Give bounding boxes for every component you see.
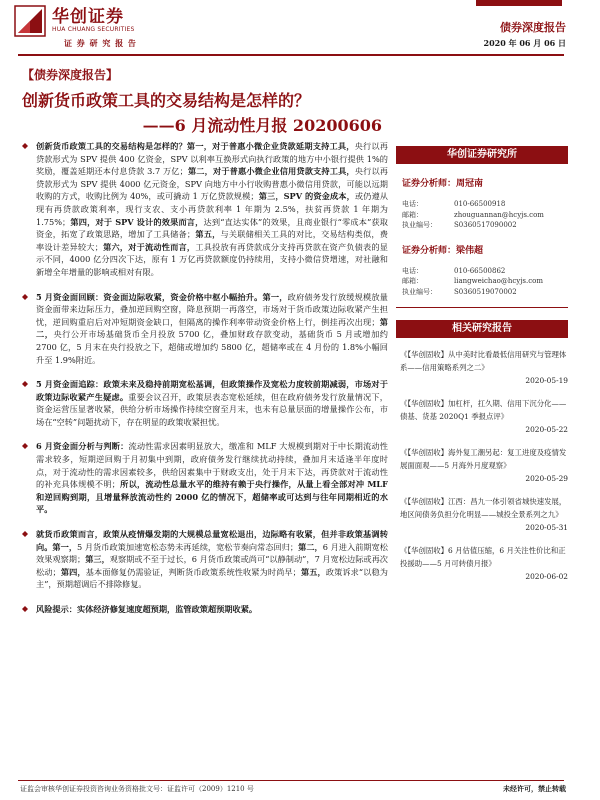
header-divider — [18, 54, 564, 56]
related-report-date: 2020-06-02 — [525, 572, 568, 581]
related-report-item[interactable] — [396, 348, 568, 387]
emphasized-text: 5 月资金面追踪：政策未来及稳持前期宽松基调，但政策操作及宽松力度较前期减弱，市场对于政策边际收紧产生疑虑。 — [36, 379, 388, 402]
emphasized-text: 就货币政策而言，政策从疫情爆发期的大规模总量宽松退出，边际略有收紧，但并非政策基调转向。第一， — [36, 529, 388, 552]
emphasized-text: 第六，对于流动性而言， — [102, 241, 196, 252]
paragraph-monetary-policy — [36, 528, 388, 591]
securities-research-label: 证 券 研 究 报 告 — [64, 38, 137, 48]
company-logo — [14, 4, 164, 38]
analyst-name: 证券分析师：梁伟超 — [402, 245, 484, 256]
summary-item — [22, 378, 388, 428]
related-report-title[interactable]: 《【华创固收】从中美时比看最低信用研究与管理体系——信用策略系列之二》 — [400, 350, 567, 372]
emphasized-text: 创新货币政策工具的交易结构是怎样的？第一，对于普惠小微企业贷款延期支持工具， — [36, 141, 355, 151]
related-report-title[interactable]: 《【华创固收】6 月估值压缩，6 月关注性价比和正投援助——5 月可转债月报》 — [400, 546, 566, 568]
related-report-item[interactable] — [396, 495, 568, 534]
emphasized-text: 所以，流动性总量水平的维持有赖于央行操作，从量上看全部对冲 MLF 和逆回购到期，且增量释放流动性约 2000 亿的情况下，超储率或可达到与往年同期相近的水平。 — [36, 479, 388, 515]
related-report-item[interactable] — [396, 397, 568, 436]
related-report-title[interactable]: 《【华创固收】加杠杆，扛久期、信用下沉分化——债基、货基 2020Q1 季报点评》 — [400, 399, 567, 421]
summary-item — [22, 603, 388, 616]
related-report-date: 2020-05-22 — [525, 425, 568, 434]
related-reports-header: 相关研究报告 — [396, 320, 568, 338]
paragraph-may-tracking — [36, 378, 388, 428]
body-text: 央行以再贷款形式为 SPV 提供 400 亿资金，SPV 以利率互换形式向执行政策的地方中小银行提供 1%的奖励，覆盖延期还本付息贷款 3.7 万亿； — [36, 141, 388, 177]
body-text: 基本面修复仍需验证，判断货币政策系统性收紧为时尚早； — [85, 566, 301, 577]
company-name-en: HUA CHUANG SECURITIES — [52, 26, 135, 33]
paragraph-may-review — [36, 291, 388, 367]
emphasized-text: 第五， — [300, 566, 326, 577]
body-text: 或仍遵从现有再贷款政策利率，现行支农、支小再贷款利率 1 年期为 2.5%，扶贫再贷款 1 年期为 1.75%； — [36, 191, 388, 227]
report-title: 创新货币政策工具的交易结构是怎样的？ — [22, 91, 311, 110]
body-text: 达到“直达实体”的效果，且商业银行“零成本”获取资金，拓宽了政策思路，增加了工具储备； — [36, 216, 388, 240]
emphasized-text: 6 月资金面分析与判断： — [36, 441, 129, 452]
body-text: 流动性需求因素明显放大，缴准和 MLF 大规模到期对于中长期流动性需求较多，短期逆回购于月初集中到期，政府债务发行继续扰动持续，叠加月末适逢半年度时点，对于流动性的需求因素较多，供给因素集中于财政支出，处于月末下达，再贷款对于流动性的补充具体规模不明； — [36, 441, 388, 490]
analyst-card — [396, 176, 568, 231]
report-subtitle: ——6 月流动性月报 20200606 — [142, 116, 382, 135]
emphasized-text: 风险提示：实体经济修复速度超预期，监管政策超预期收紧。 — [36, 604, 258, 614]
related-report-date: 2020-05-29 — [525, 474, 568, 483]
related-report-item[interactable] — [396, 544, 568, 583]
analyst-cert: 执业编号： S0360517090002 — [402, 221, 517, 229]
diamond-bullet-icon — [22, 443, 28, 449]
footer-divider — [18, 780, 564, 781]
related-report-date: 2020-05-31 — [525, 523, 568, 532]
report-type-label: 债券深度报告 — [500, 21, 566, 34]
sidebar-divider — [396, 307, 568, 308]
analyst-phone: 电话： 010-66500918 — [402, 200, 506, 208]
diamond-bullet-icon — [22, 606, 28, 612]
diamond-bullet-icon — [22, 531, 28, 537]
related-report-date: 2020-05-19 — [525, 376, 568, 385]
paragraph-june-analysis — [36, 440, 388, 516]
body-text: 观察期或不至于过长，6 月货币政策或尚可“以静制动”，7 月宽松边际或再次松动； — [36, 554, 388, 577]
footer-disclaimer: 证监会审核华创证券投资咨询业务资格批文号：证监许可（2009）1210 号 — [20, 785, 254, 793]
summary-item — [22, 528, 388, 591]
footer-note: 未经许可，禁止转载 — [503, 784, 566, 793]
summary-item — [22, 291, 388, 367]
header-accent-bar — [476, 0, 562, 6]
emphasized-text: 第五， — [195, 229, 221, 240]
emphasized-text: 第四， — [60, 566, 86, 577]
body-text: 央行以再贷款形式为 SPV 提供 4000 亿元资金，SPV 向地方中小行收购普惠小微信用贷款，可能以远期收购的方式，收购比例为 40%，或可撬动 1 万亿贷款规模； — [36, 166, 388, 202]
emphasized-text: 第二， — [298, 541, 323, 552]
analyst-email: 邮箱： liangweichao@hcyjs.com — [402, 277, 543, 285]
body-text: 央行公开市场基础货币全月投放 5700 亿，叠加财政存款变动，基础货币 5 月或增加约 2700 亿，5 月末在央行投放之下，超储或增加约 5800 亿，超储率或在 4 月份的 1.8%小幅回升至 1.9%附近。 — [36, 329, 388, 365]
related-report-title[interactable]: 《【华创固收】海外复工潮另起：复工进度及疫情发展面面观——5 月海外月度观察》 — [400, 448, 567, 470]
analyst-email: 邮箱： zhouguannan@hcyjs.com — [402, 210, 544, 219]
emphasized-text: 第二，对于普惠小微企业信用贷款支持工具， — [187, 166, 355, 177]
paragraph-risk-warning — [36, 603, 388, 616]
body-text: 6 月进入前期宽松效果观察期； — [36, 541, 388, 565]
body-text: 与关联储相关工具的对比，交易结构类似，费率设计差异较大； — [36, 229, 388, 252]
analyst-phone: 电话： 010-66500862 — [402, 266, 506, 275]
diamond-bullet-icon — [22, 143, 28, 149]
email-link[interactable]: zhouguannan@hcyjs.com — [454, 210, 544, 219]
report-tag: 【债券深度报告】 — [22, 68, 119, 82]
diamond-bullet-icon — [22, 294, 28, 300]
summary-item — [22, 440, 388, 516]
body-text: 政策诉求“以稳为主”，预期超调后不排除修复。 — [36, 566, 388, 590]
report-date: 2020 年 06 月 06 日 — [483, 38, 566, 48]
analyst-name: 证券分析师：周冠南 — [402, 179, 484, 189]
related-report-item[interactable] — [396, 446, 568, 485]
emphasized-text: 第三，SPV 的资金成本， — [258, 191, 355, 202]
logo-mark-icon — [14, 5, 46, 37]
body-text: 工具投放有再贷款成分支持再贷款在资产负债表的显示不同，4000 亿分四次下达，原有 1 万亿再贷款额度仍持续用，支持小微信贷增速，对社融和新增全年增量的影响或相对有限。 — [36, 241, 388, 277]
analyst-card — [396, 243, 568, 298]
company-name-cn: 华创证券 — [52, 7, 124, 27]
email-link[interactable]: liangweichao@hcyjs.com — [454, 277, 543, 285]
analyst-cert: 执业编号： S0360519070002 — [402, 287, 517, 296]
emphasized-text: 第三， — [85, 554, 110, 565]
body-text: 政府债务发行放缓规模放量资金面带来边际压力，叠加逆回购空窗，降息预期一再落空，市场对于货币政策边际收紧产生担忧，逆回购重启后对冲短期资金缺口，但隔离的操作利率带动资金价格上行，倒挂再次出现； — [36, 291, 388, 327]
emphasized-text: 5 月资金面回顾：资金面边际收紧，资金价格中枢小幅抬升。第一， — [36, 291, 288, 302]
related-report-title[interactable]: 《【华创固收】江西：昌九一体引领省城快速发展，地区间债务负担分化明显——城投全景系列之九》 — [400, 497, 567, 519]
emphasized-text: 第四，对于 SPV 设计的效果而言， — [70, 216, 204, 227]
emphasized-text: 第二， — [36, 316, 388, 340]
research-institute-header: 华创证券研究所 — [396, 146, 568, 164]
summary-item — [22, 140, 388, 279]
diamond-bullet-icon — [22, 381, 28, 387]
body-text: 重要会议召开，政策层表态宽松延续，但在政府债务发行放量情况下，资金运营压显著收紧，供给分析市场操作持续空窗至月末，也未有总量层面的增量操作公布，市场在“空转”问题扰动下，存在明显的政策收紧担忧。 — [36, 391, 388, 427]
report-body — [22, 140, 388, 616]
paragraph-tool-structure — [36, 140, 388, 279]
body-text: 5 月货币政策加速宽松态势未再延续，宽松节奏向常态回归； — [77, 541, 299, 552]
sidebar — [396, 146, 568, 583]
